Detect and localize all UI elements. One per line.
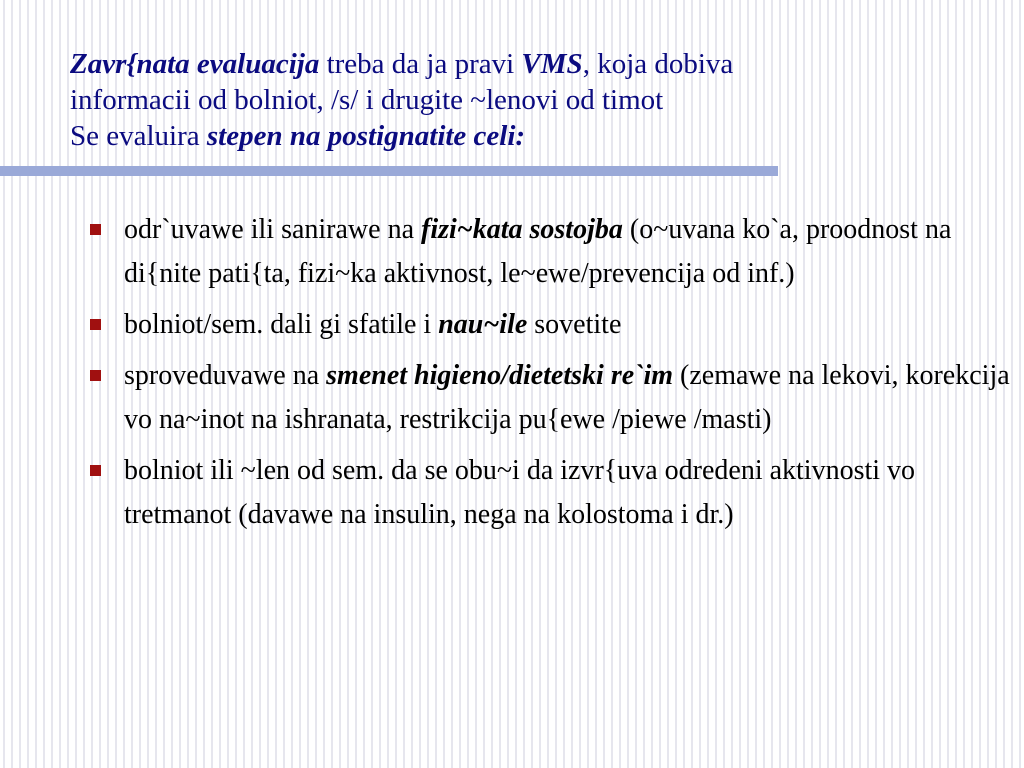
square-bullet-icon xyxy=(90,224,101,235)
bullet-emphasis: smenet higieno/dietetski re`im xyxy=(326,360,674,391)
square-bullet-icon xyxy=(90,370,101,381)
bullet-text-before: odr`uvawe ili sanirawe na xyxy=(124,214,421,245)
title-line-2: informacii od bolniot, /s/ i drugite ~lenovi od timot xyxy=(70,84,664,116)
bullet-item xyxy=(84,354,1014,442)
bullet-text-before: bolniot ili ~len od sem. da se obu~i da izvr{uva odredeni aktivnosti vo tretmanot (davawe na insulin, nega na kolostoma i dr.) xyxy=(124,455,916,530)
bullet-emphasis: fizi~kata sostojba xyxy=(421,214,623,245)
square-bullet-icon xyxy=(90,319,101,330)
bullet-item xyxy=(84,208,1014,296)
square-bullet-icon xyxy=(90,465,101,476)
title-underline-bar xyxy=(0,166,778,176)
bullet-text-before: bolniot/sem. dali gi sfatile i xyxy=(124,309,439,340)
slide-title xyxy=(70,46,1000,154)
title-line-1 xyxy=(70,46,1000,82)
bullet-item xyxy=(84,449,1014,537)
title-text-2: , koja dobiva xyxy=(582,48,734,80)
bullet-text-after: (zemawe na lekovi, korekcija vo na~inot na ishranata, restrikcija pu{ewe /piewe /masti) xyxy=(124,360,1010,435)
title-line-3 xyxy=(70,118,1000,154)
title-text-3: Se evaluira xyxy=(70,120,207,152)
bullet-item xyxy=(84,303,1014,347)
title-text-1: treba da ja pravi xyxy=(319,48,522,80)
bullet-text-after: (o~uvana ko`a, proodnost na di{nite pati{ta, fizi~ka aktivnost, le~ewe/prevencija od inf.) xyxy=(124,214,952,289)
bullet-text-after: sovetite xyxy=(527,309,622,340)
title-emphasis-3: stepen na postignatite celi: xyxy=(206,120,526,152)
bullet-list xyxy=(84,208,1014,544)
bullet-text-before: sproveduvawe na xyxy=(124,360,327,391)
title-emphasis-1: Zavr{nata evaluacija xyxy=(70,48,320,80)
title-emphasis-2: VMS xyxy=(521,48,583,80)
bullet-emphasis: nau~ile xyxy=(438,309,528,340)
